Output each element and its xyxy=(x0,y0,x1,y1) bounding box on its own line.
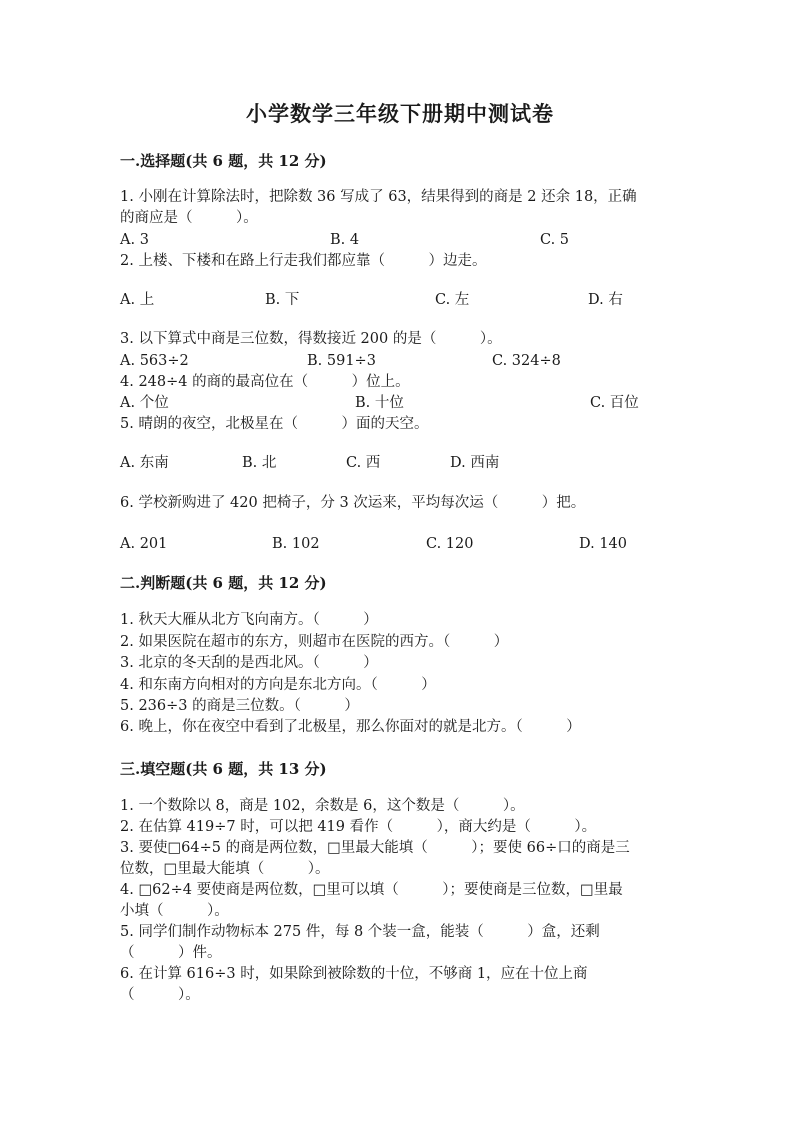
question-line: 位数，□里最大能填（ ）。 xyxy=(120,861,330,877)
section-heading-fill: 三.填空题(共 6 题，共 13 分) xyxy=(120,760,327,778)
question-line: （ ）。 xyxy=(120,987,200,1003)
question-line: 4. 和东南方向相对的方向是东北方向。（ ） xyxy=(120,677,436,693)
question-line: 的商应是（ ）。 xyxy=(120,210,258,226)
option-a: A. 201 xyxy=(120,536,168,552)
question-line: 4. 248÷4 的商的最高位在（ ）位上。 xyxy=(120,374,410,390)
option-a: A. 个位 xyxy=(120,395,169,411)
option-a: A. 上 xyxy=(120,292,155,308)
option-d: D. 右 xyxy=(588,292,623,308)
question-line: 3. 以下算式中商是三位数，得数接近 200 的是（ ）。 xyxy=(120,331,502,347)
question-line: 6. 晚上，你在夜空中看到了北极星，那么你面对的就是北方。（ ） xyxy=(120,719,581,735)
question-line: 2. 上楼、下楼和在路上行走我们都应靠（ ）边走。 xyxy=(120,253,487,269)
option-a: A. 3 xyxy=(120,232,149,248)
option-c: C. 百位 xyxy=(590,395,639,411)
option-c: C. 左 xyxy=(435,292,470,308)
question-line: 5. 236÷3 的商是三位数。（ ） xyxy=(120,698,359,714)
option-a: A. 东南 xyxy=(120,455,169,471)
option-d: D. 西南 xyxy=(450,455,500,471)
option-c: C. 5 xyxy=(540,232,570,248)
option-b: B. 下 xyxy=(265,292,300,308)
option-b: B. 102 xyxy=(272,536,320,552)
option-b: B. 4 xyxy=(330,232,360,248)
option-b: B. 十位 xyxy=(355,395,404,411)
question-line: 1. 小刚在计算除法时，把除数 36 写成了 63，结果得到的商是 2 还余 18，正确 xyxy=(120,189,637,205)
question-line: 2. 如果医院在超市的东方，则超市在医院的西方。（ ） xyxy=(120,634,509,650)
question-line: 5. 晴朗的夜空，北极星在（ ）面的天空。 xyxy=(120,416,429,432)
question-line: 4. □62÷4 要使商是两位数，□里可以填（ ）；要使商是三位数，□里最 xyxy=(120,882,623,898)
question-line: 5. 同学们制作动物标本 275 件，每 8 个装一盒，能装（ ）盒，还剩 xyxy=(120,924,600,940)
option-b: B. 北 xyxy=(242,455,277,471)
option-c: C. 324÷8 xyxy=(492,353,561,369)
question-line: 6. 学校新购进了 420 把椅子，分 3 次运来，平均每次运（ ）把。 xyxy=(120,495,586,511)
question-line: 6. 在计算 616÷3 时，如果除到被除数的十位，不够商 1，应在十位上商 xyxy=(120,966,588,982)
option-c: C. 西 xyxy=(346,455,381,471)
question-line: 1. 秋天大雁从北方飞向南方。（ ） xyxy=(120,612,378,628)
option-d: D. 140 xyxy=(579,536,628,552)
section-heading-judge: 二.判断题(共 6 题，共 12 分) xyxy=(120,574,327,592)
option-b: B. 591÷3 xyxy=(307,353,376,369)
question-line: 1. 一个数除以 8，商是 102，余数是 6，这个数是（ ）。 xyxy=(120,798,525,814)
page-title: 小学数学三年级下册期中测试卷 xyxy=(246,101,554,126)
question-line: （ ）件。 xyxy=(120,945,222,961)
question-line: 3. 要使□64÷5 的商是两位数，□里最大能填（ ）；要使 66÷口的商是三 xyxy=(120,840,630,856)
question-line: 小填（ ）。 xyxy=(120,903,229,919)
option-a: A. 563÷2 xyxy=(120,353,189,369)
question-line: 3. 北京的冬天刮的是西北风。（ ） xyxy=(120,655,378,671)
question-line: 2. 在估算 419÷7 时，可以把 419 看作（ ），商大约是（ ）。 xyxy=(120,819,597,835)
option-c: C. 120 xyxy=(426,536,474,552)
section-heading-choice: 一.选择题(共 6 题，共 12 分) xyxy=(120,152,327,170)
